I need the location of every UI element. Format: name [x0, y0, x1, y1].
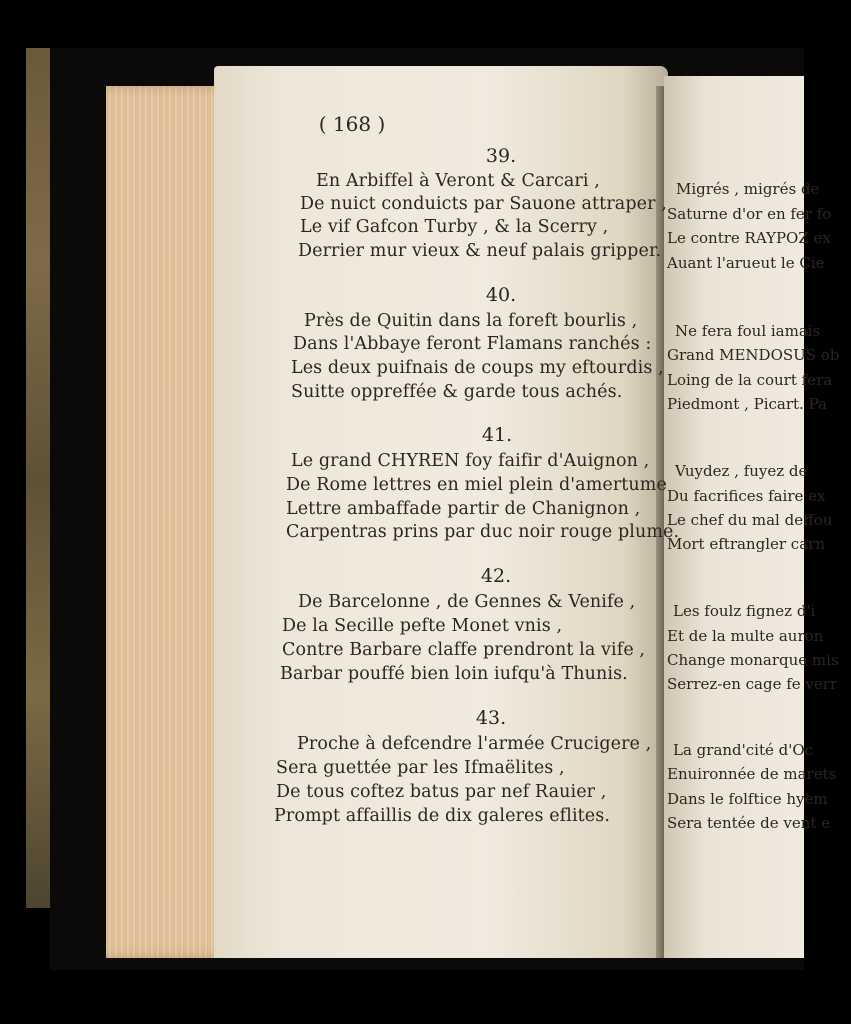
verse-line: Le vif Gafcon Turby , & la Scerry ,: [300, 217, 609, 237]
right-page-line: Le contre RAYPOZ ex: [667, 229, 831, 247]
right-page-line: Piedmont , Picart. Pa: [667, 395, 827, 413]
verse-line: Derrier mur vieux & neuf palais gripper.: [298, 241, 662, 261]
quatrain-number: 43.: [475, 707, 507, 729]
verse-line: Dans l'Abbaye feront Flamans ranchés :: [293, 334, 652, 354]
right-page-line: Saturne d'or en fer fo: [667, 205, 832, 223]
right-page-line: La grand'cité d'Oc: [673, 741, 814, 759]
verse-line: Prompt affaillis de dix galeres eflites.: [274, 806, 610, 826]
right-page-line: Mort eftrangler carn: [667, 535, 825, 553]
right-page-line: Sera tentée de vent e: [667, 814, 831, 832]
verse-line: Suitte oppreffée & garde tous achés.: [291, 382, 623, 402]
right-page-line: Change monarque mis: [667, 651, 839, 669]
verse-line: Contre Barbare claffe prendront la vife ,: [282, 640, 646, 660]
right-page-line: Auant l'arueut le Cie: [667, 254, 825, 272]
quatrain-number: 42.: [480, 565, 512, 587]
verse-line: De tous coftez batus par nef Rauier ,: [276, 782, 607, 802]
right-page-line: Dans le folftice hyem: [667, 790, 828, 808]
verse-line: De Barcelonne , de Gennes & Venife ,: [298, 592, 636, 612]
verse-line: Proche à defcendre l'armée Crucigere ,: [297, 734, 652, 754]
right-page-line: Et de la multe auron: [667, 627, 824, 645]
verse-line: En Arbiffel à Veront & Carcari ,: [316, 171, 600, 191]
verse-line: De Rome lettres en miel plein d'amertume: [286, 475, 667, 495]
right-page-line: Vuydez , fuyez de: [675, 462, 808, 480]
right-page-line: Grand MENDOSUS ob: [667, 346, 840, 364]
quatrain-number: 40.: [485, 284, 517, 306]
verse-line: Sera guettée par les Ifmaëlites ,: [276, 758, 565, 778]
right-page-line: Ne fera foul iamais: [675, 322, 821, 340]
right-page-line: Enuironnée de marets: [667, 765, 837, 783]
verse-line: Carpentras prins par duc noir rouge plume.: [286, 522, 680, 542]
quatrain-number: 39.: [485, 145, 517, 167]
page-number: ( 168 ): [318, 112, 386, 136]
right-page-line: Le chef du mal deffou: [667, 511, 833, 529]
right-page-line: Loing de la court fera: [667, 371, 833, 389]
right-page-line: Serrez-en cage fe verr: [667, 675, 838, 693]
verse-line: De nuict conduicts par Sauone attraper ,: [300, 194, 667, 214]
verse-line: Lettre ambaffade partir de Chanignon ,: [286, 499, 641, 519]
right-page-line: Les foulz fignez d'i: [673, 602, 816, 620]
right-page-line: Du facrifices faire ex: [667, 487, 826, 505]
right-page-line: Migrés , migrés de: [676, 180, 820, 198]
quatrain-number: 41.: [481, 424, 513, 446]
verse-line: Barbar pouffé bien loin iufqu'à Thunis.: [280, 664, 628, 684]
verse-line: Le grand CHYREN foy faifir d'Auignon ,: [291, 451, 650, 471]
verse-line: Les deux puifnais de coups my eftourdis ,: [291, 358, 664, 378]
verse-line: De la Secille pefte Monet vnis ,: [282, 616, 563, 636]
verse-line: Près de Quitin dans la foreft bourlis ,: [304, 311, 638, 331]
